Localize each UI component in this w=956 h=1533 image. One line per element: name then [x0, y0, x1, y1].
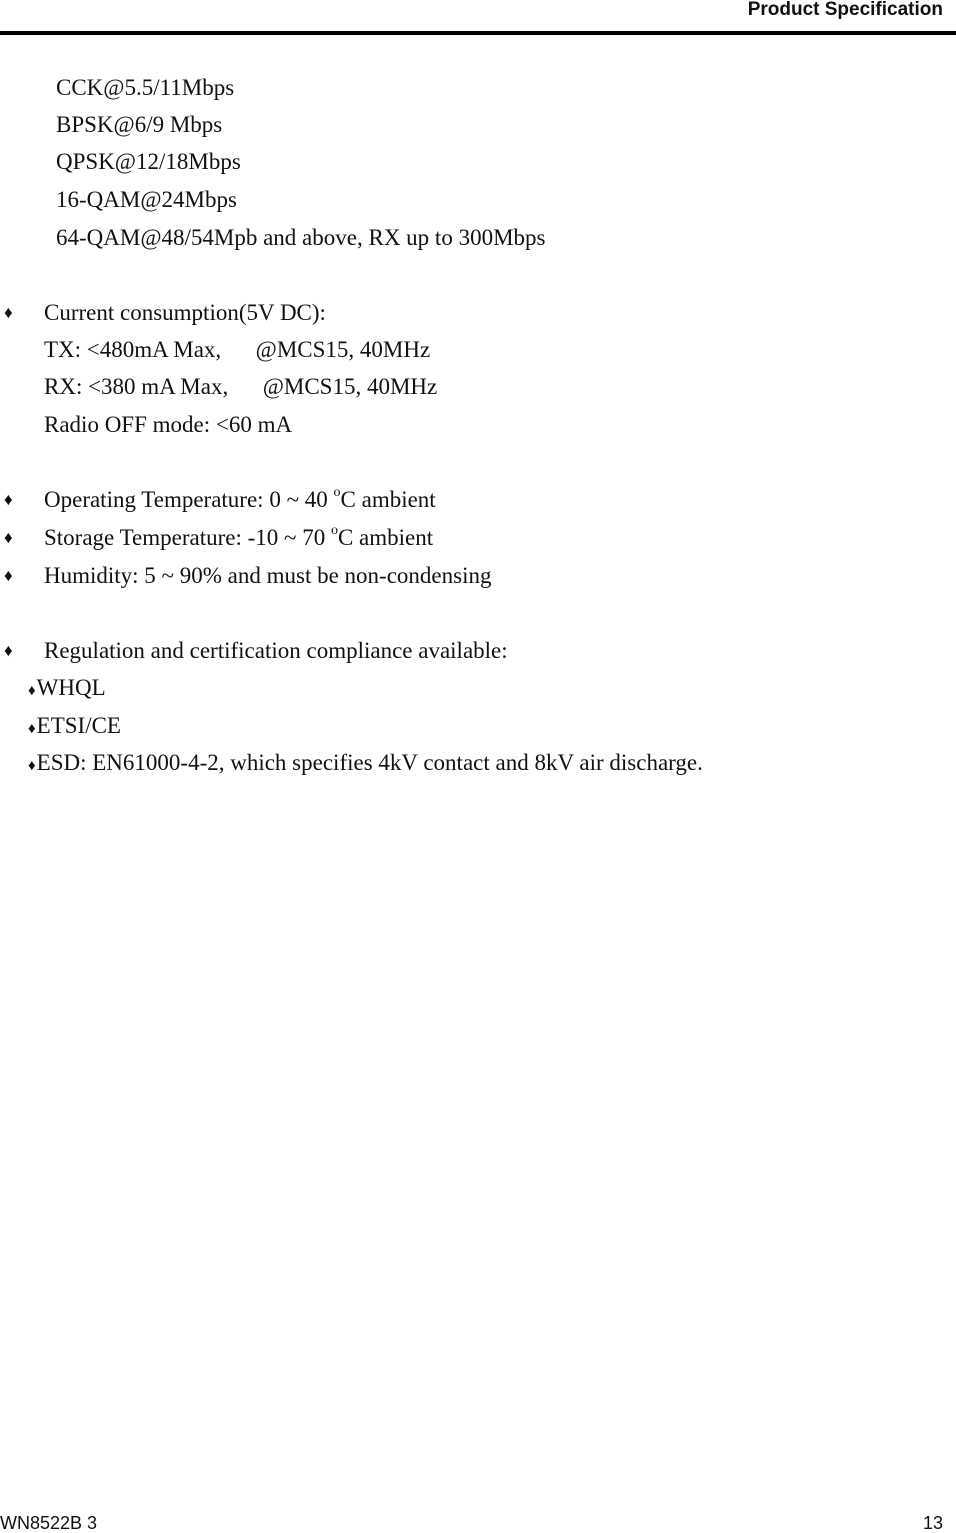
regulation-item-text: WHQL: [36, 675, 106, 700]
diamond-bullet-icon: ♦: [4, 490, 13, 509]
regulation-heading: Regulation and certification compliance available:: [44, 638, 508, 663]
current-consumption-heading: Current consumption(5V DC):: [44, 300, 326, 325]
regulation-item: [28, 750, 703, 779]
diamond-bullet-icon: ♦: [28, 758, 36, 774]
regulation-item: [28, 675, 106, 704]
diamond-bullet-icon: ♦: [28, 683, 36, 699]
regulation-item-text: ETSI/CE: [36, 713, 121, 738]
modulation-item: QPSK@12/18Mbps: [56, 149, 241, 174]
operating-temperature: [44, 487, 436, 513]
modulation-item: BPSK@6/9 Mbps: [56, 112, 223, 137]
regulation-item: [28, 713, 121, 742]
radio-off-current: Radio OFF mode: <60 mA: [44, 412, 293, 437]
rx-current: RX: <380 mA Max, @MCS15, 40MHz: [44, 374, 438, 399]
humidity: Humidity: 5 ~ 90% and must be non-condensing: [44, 563, 492, 588]
header-title: Product Specification: [747, 0, 943, 20]
storage-temperature-text: Storage Temperature: -10 ~ 70: [44, 525, 331, 550]
temperature-suffix: C ambient: [340, 487, 436, 512]
diamond-bullet-icon: ♦: [4, 566, 13, 585]
modulation-item: 64-QAM@48/54Mpb and above, RX up to 300Mbps: [56, 225, 546, 250]
modulation-item: 16-QAM@24Mbps: [56, 187, 237, 212]
modulation-item: CCK@5.5/11Mbps: [56, 75, 235, 100]
operating-temperature-text: Operating Temperature: 0 ~ 40: [44, 487, 334, 512]
diamond-bullet-icon: ♦: [4, 303, 13, 322]
diamond-bullet-icon: ♦: [28, 721, 36, 737]
storage-temperature: [44, 525, 433, 551]
page-number: 13: [922, 1513, 943, 1533]
header-divider: [0, 31, 956, 35]
diamond-bullet-icon: ♦: [4, 641, 13, 660]
temperature-suffix: C ambient: [337, 525, 434, 550]
degree-symbol: o: [330, 523, 338, 539]
footer-model: WN8522B 3: [0, 1513, 98, 1533]
tx-current: TX: <480mA Max, @MCS15, 40MHz: [44, 337, 431, 362]
diamond-bullet-icon: ♦: [4, 528, 13, 547]
degree-symbol: o: [333, 485, 341, 501]
regulation-item-text: ESD: EN61000-4-2, which specifies 4kV contact and 8kV air discharge.: [36, 750, 703, 775]
